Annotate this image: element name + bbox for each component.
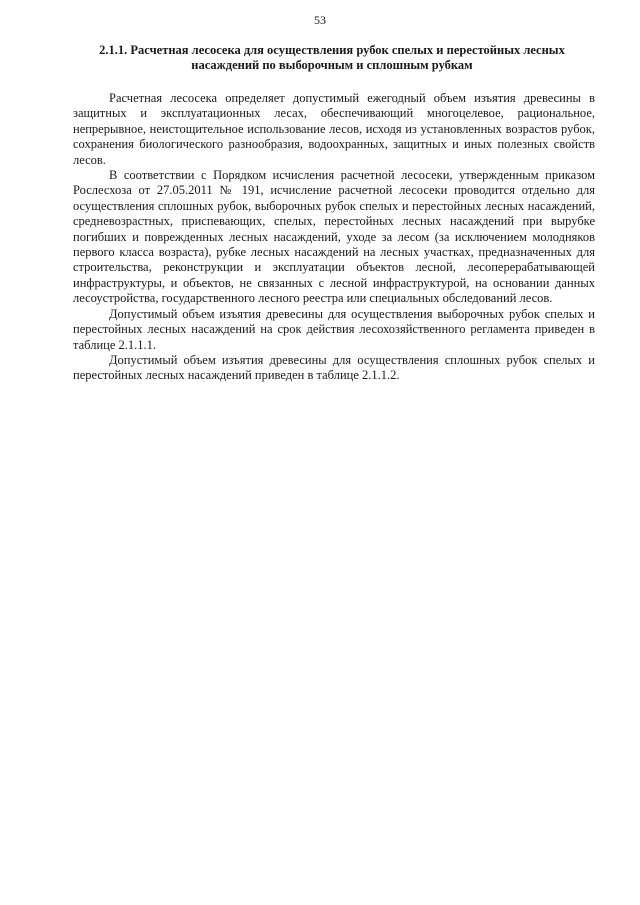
paragraph-calculation-procedure: В соответствии с Порядком исчисления расчетной лесосеки, утвержденным приказом Рослесхоза от 27.05.2011 № 191, исчисление расчетной лесосеки проводится отдельно для осуществления сплошных рубок, выборочных рубок спелых и перестойных лесных насаждений, средневозрастных, приспевающих, спелых, перестойных лесных насаждений при вырубке погибших и поврежденных лесных насаждений, уходе за лесом (за исключением молодняков первого класса возраста), рубке лесных насаждений на лесных участках, предназначенных для строительства, реконструкции и эксплуатации объектов лесной, лесоперерабатывающей инфраструктуры, и объектов, не связанных с лесной инфраструктурой, на основании данных лесоустройства, государственного лесного реестра или специальных обследований лесов. <box>73 168 595 306</box>
page-number: 53 <box>314 13 326 27</box>
paragraph-clear-cut-volume: Допустимый объем изъятия древесины для осуществления сплошных рубок спелых и перестойных лесных насаждений приведен в таблице 2.1.1.2. <box>73 352 595 383</box>
body-text <box>73 91 595 384</box>
paragraph-selective-cut-volume: Допустимый объем изъятия древесины для осуществления выборочных рубок спелых и перестойных лесных насаждений на срок действия лесохозяйственного регламента приведен в таблице 2.1.1.1. <box>73 306 595 352</box>
section-heading <box>70 43 594 73</box>
section-heading-line-2: насаждений по выборочным и сплошным рубкам <box>191 58 473 72</box>
section-heading-line-1: 2.1.1. Расчетная лесосека для осуществления рубок спелых и перестойных лесных <box>99 43 565 57</box>
paragraph-allowable-cut-definition: Расчетная лесосека определяет допустимый ежегодный объем изъятия древесины в защитных и эксплуатационных лесах, обеспечивающий многоцелевое, рациональное, непрерывное, неистощительное использование лесов, исходя из установленных возрастов рубок, сохранения биологического разнообразия, водоохранных, защитных и иных полезных свойств лесов. <box>73 91 595 167</box>
